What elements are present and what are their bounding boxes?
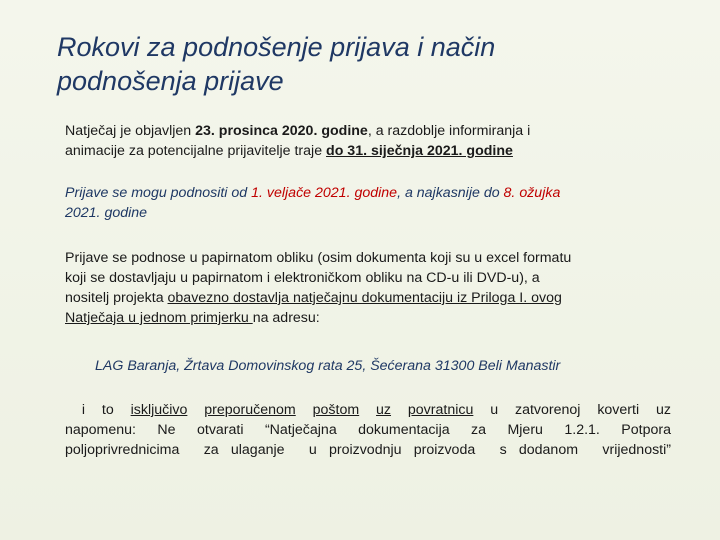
announcement-text: animacije za potencijalne prijavitelje traje (65, 143, 327, 159)
method-line-1: Prijave se podnose u papirnatom obliku (osim dokumenta koji su u excel formatu (65, 250, 572, 266)
announcement-line-2 (65, 141, 675, 161)
delivery-text: u zatvorenoj koverti uz (473, 402, 671, 418)
method-text: nositelj projekta (65, 290, 168, 306)
exclusively-text: isključivo (130, 402, 188, 418)
submission-text: , a najkasnije do (397, 185, 504, 201)
submission-line-1 (65, 183, 675, 203)
mandatory-documentation-text: obavezno dostavlja natječajnu dokumentaciju iz Priloga I. ovog (167, 290, 562, 306)
delivery-text (187, 402, 204, 418)
method-line-3 (65, 288, 675, 308)
delivery-text: i to (65, 402, 131, 418)
title-line-2: podnošenja prijave (57, 66, 284, 96)
submission-end-date: 8. ožujka (503, 185, 561, 201)
delivery-instructions-paragraph (65, 400, 671, 460)
mailing-address: LAG Baranja, Žrtava Domovinskog rata 25, Šećerana 31300 Beli Manastir (95, 358, 561, 374)
title-line-1: Rokovi za podnošenje prijava i način (57, 32, 496, 62)
method-line-2: koji se dostavljaju u papirnatom i elektroničkom obliku na CD-u ili DVD-u), a (65, 270, 540, 286)
delivery-line-3: poljoprivrednicima za ulaganje u proizvodnju proizvoda s dodanom vrijednosti” (65, 442, 671, 458)
submission-method-paragraph (65, 248, 675, 328)
information-deadline: do 31. siječnja 2021. godine (326, 143, 513, 159)
page-title (57, 30, 657, 98)
submission-period-paragraph (65, 183, 675, 223)
mail-text: poštom (312, 402, 360, 418)
delivery-line-1 (65, 400, 671, 420)
delivery-text (296, 402, 313, 418)
delivery-line-2: napomenu: Ne otvarati “Natječajna dokumentacija za Mjeru 1.2.1. Potpora (65, 422, 671, 438)
announcement-text: Natječaj je objavljen (65, 123, 196, 139)
submission-line-2: 2021. godine (65, 205, 148, 221)
registered-text: preporučenom (204, 402, 296, 418)
method-line-4 (65, 308, 675, 328)
single-copy-text: Natječaja u jednom primjerku (65, 310, 253, 326)
delivery-text (391, 402, 408, 418)
announcement-paragraph (65, 121, 675, 161)
submission-text: Prijave se mogu podnositi od (65, 185, 252, 201)
method-text: na adresu: (252, 310, 320, 326)
with-text: uz (376, 402, 392, 418)
delivery-text (359, 402, 376, 418)
submission-start-date: 1. veljače 2021. godine (251, 185, 398, 201)
publication-date: 23. prosinca 2020. godine (195, 123, 368, 139)
announcement-text: , a razdoblje informiranja i (367, 123, 531, 139)
announcement-line-1 (65, 121, 675, 141)
return-receipt-text: povratnicu (407, 402, 474, 418)
